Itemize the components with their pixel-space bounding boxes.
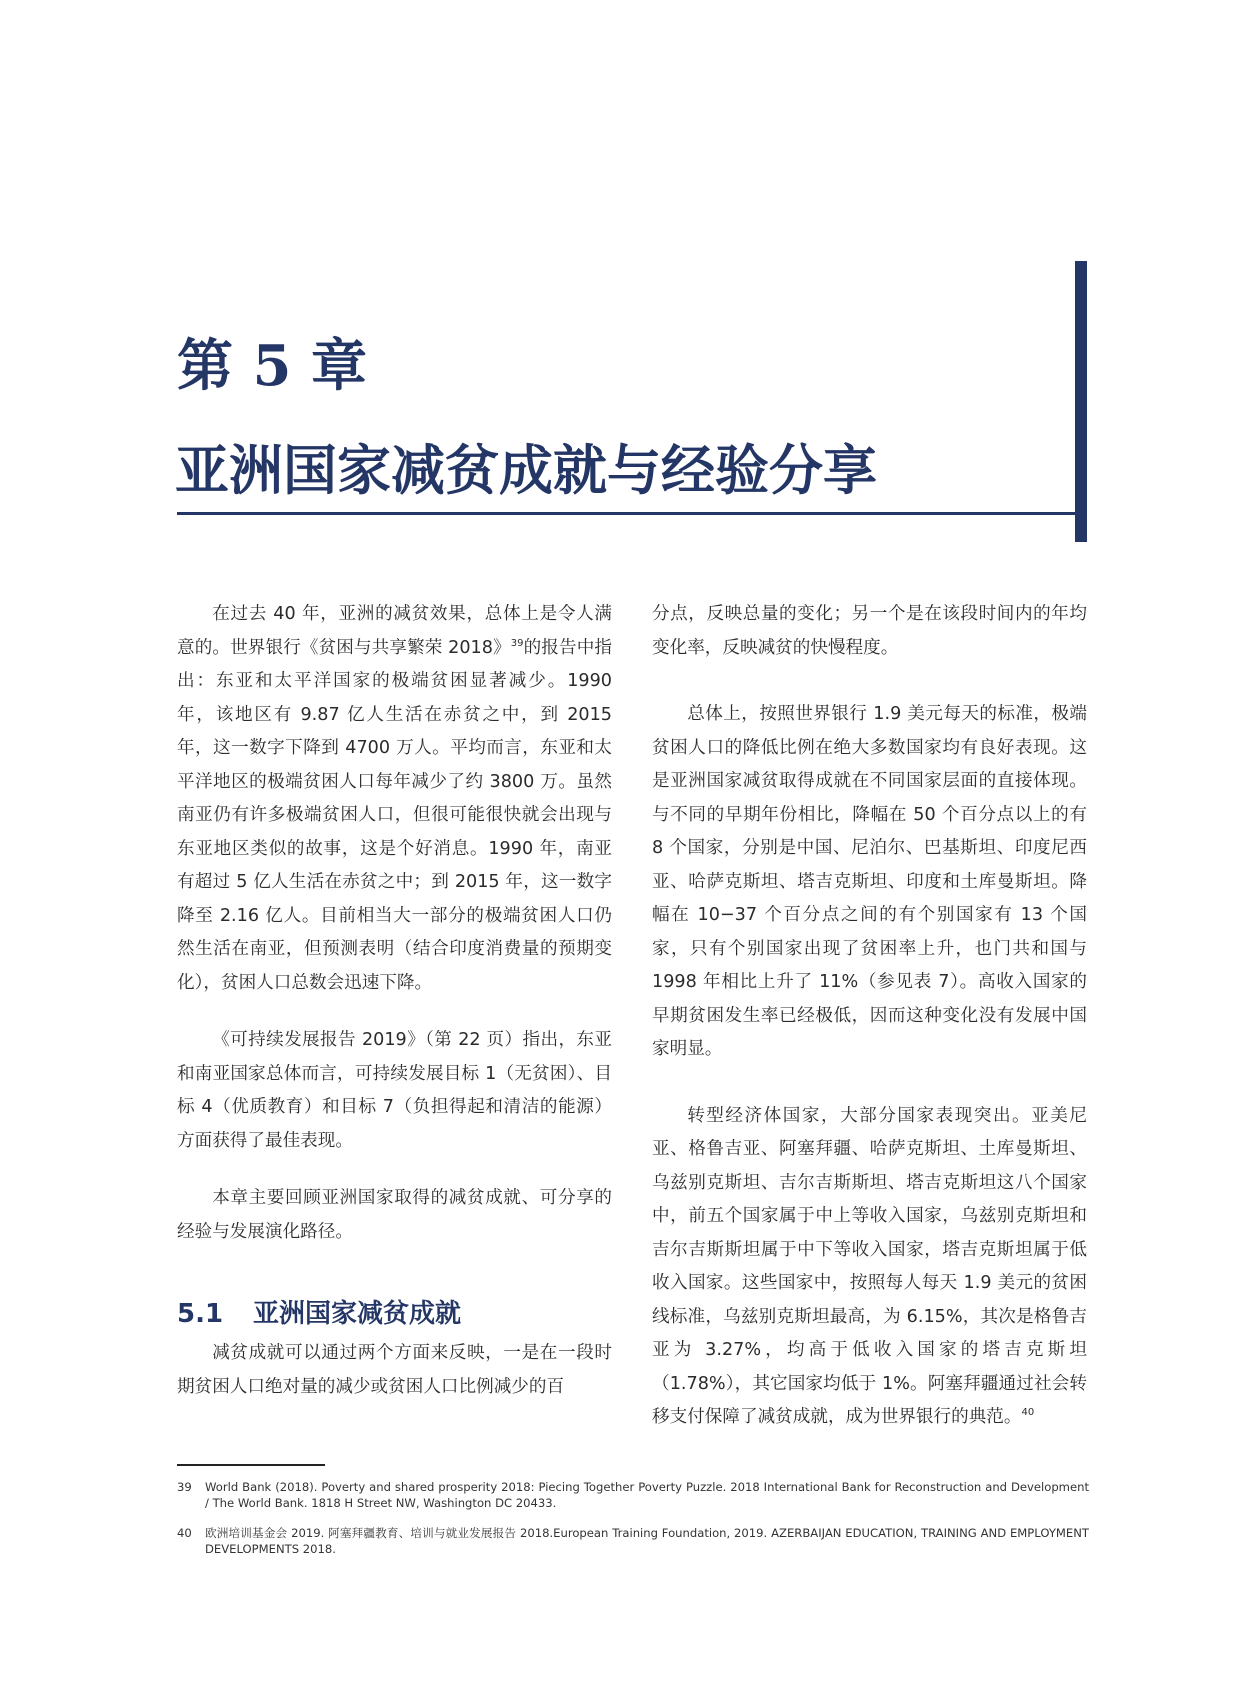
chapter-accent-bar [1075, 261, 1087, 542]
footnote-39 [177, 1479, 1089, 1511]
transition-economies-paragraph: 转型经济体国家，大部分国家表现突出。亚美尼亚、格鲁吉亚、阿塞拜疆、哈萨克斯坦、土库曼斯坦、乌兹别克斯坦、吉尔吉斯斯坦、塔吉克斯坦这八个国家中，前五个国家属于中上等收入国家，乌兹别克斯坦和吉尔吉斯斯坦属于中下等收入国家，塔吉克斯坦属于低收入国家。这些国家中，按照每人每天 1.9 美元的贫困线标准，乌兹别克斯坦最高，为 6.15%，其次是格鲁吉亚为 3.27%，均高于低收入国家的塔吉克斯坦（1.78%），其它国家均低于 1%。阿塞拜疆通过社会转移支付保障了减贫成就，成为世界银行的典范。$^{40}$ [652, 1105, 1087, 1427]
chapter-title-rule [177, 512, 1075, 515]
footnote-40 [177, 1525, 1089, 1557]
extreme-poverty-paragraph: 总体上，按照世界银行 1.9 美元每天的标准，极端贫困人口的降低比例在绝大多数国家均有良好表现。这是亚洲国家减贫取得成就在不同国家层面的直接体现。与不同的早期年份相比，降幅在 50 个百分点以上的有 8 个国家，分别是中国、尼泊尔、巴基斯坦、印度尼西亚、哈萨克斯坦、塔吉克斯坦、印度和土库曼斯坦。降幅在 10−37 个百分点之间的有个别国家有 13 个国家，只有个别国家出现了贫困率上升，也门共和国与 1998 年相比上升了 11%（参见表 7）。高收入国家的早期贫困发生率已经极低，因而这种变化没有发展中国家明显。 [652, 704, 1087, 1059]
footnote-divider [177, 1464, 325, 1466]
footnote-text: 欧洲培训基金会 2019. 阿塞拜疆教育、培训与就业发展报告 2018.European Training Foundation, 2019. AZERBAIJAN EDUCATION, TRAINING AND EMPLOYMENT DEVELOPMENTS 2018. [205, 1526, 1089, 1556]
footnote-ref-39[interactable]: 39 [510, 637, 524, 649]
footnote-text: World Bank (2018). Poverty and shared prosperity 2018: Piecing Together Poverty Puzzle. 2018 International Bank for Reconstruction and Development / The World Bank. 1818 H Street NW, Washington DC 20433. [205, 1480, 1089, 1510]
section-number: 5.1 [177, 1299, 224, 1329]
footnote-number: 39 [177, 1480, 192, 1494]
right-text-column [652, 598, 1087, 1435]
section-heading [177, 1291, 612, 1337]
continued-paragraph: 分点，反映总量的变化；另一个是在该段时间内的年均变化率，反映减贫的快慢程度。 [652, 604, 1087, 658]
chapter-scope-paragraph: 本章主要回顾亚洲国家取得的减贫成就、可分享的经验与发展演化路径。 [177, 1188, 612, 1242]
footnote-ref-40[interactable]: 40 [1021, 1407, 1035, 1419]
sdg-paragraph: 《可持续发展报告 2019》（第 22 页）指出，东亚和南亚国家总体而言，可持续发展目标 1（无贫困）、目标 4（优质教育）和目标 7（负担得起和清洁的能源）方面获得了最佳表现。 [177, 1030, 612, 1151]
chapter-title: 亚洲国家减贫成就与经验分享 [175, 439, 877, 502]
footnote-number: 40 [177, 1526, 192, 1540]
chapter-number: 第 5 章 [177, 333, 367, 399]
left-text-column [177, 598, 612, 1404]
intro-paragraph: 在过去 40 年，亚洲的减贫效果，总体上是令人满意的。世界银行《贫困与共享繁荣 2018》$^{39}$的报告中指出：东亚和太平洋国家的极端贫困显著减少。1990 年，该地区有 9.87 亿人生活在赤贫之中，到 2015 年，这一数字下降到 4700 万人。平均而言，东亚和太平洋地区的极端贫困人口每年减少了约 3800 万。虽然南亚仍有许多极端贫困人口，但很可能很快就会出现与东亚地区类似的故事，这是个好消息。1990 年，南亚有超过 5 亿人生活在赤贫之中；到 2015 年，这一数字降至 2.16 亿人。目前相当大一部分的极端贫困人口仍然生活在南亚，但预测表明（结合印度消费量的预期变化），贫困人口总数会迅速下降。 [177, 604, 612, 993]
section-title: 亚洲国家减贫成就 [253, 1299, 462, 1329]
section-paragraph: 减贫成就可以通过两个方面来反映，一是在一段时期贫困人口绝对量的减少或贫困人口比例减少的百 [177, 1343, 612, 1397]
